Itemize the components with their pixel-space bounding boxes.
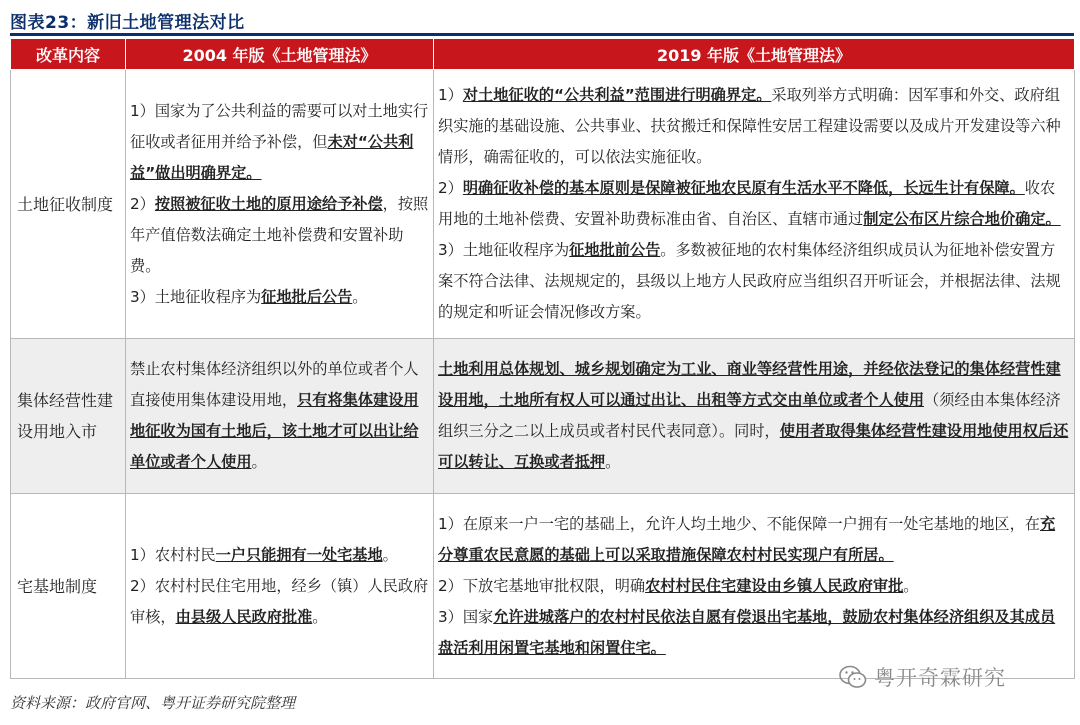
old-line-2: 2）按照被征收土地的原用途给予补偿，按照年产值倍数法确定土地补偿费和安置补助费。 xyxy=(130,194,429,275)
old-line-1: 1）国家为了公共利益的需要可以对土地实行征收或者征用并给予补偿，但未对“公共利益”做出明确界定。 xyxy=(130,101,429,182)
title-rule xyxy=(10,33,1074,36)
old-line-2: 2）农村村民住宅用地，经乡（镇）人民政府审核，由县级人民政府批准。 xyxy=(130,576,429,626)
old-line-3: 3）土地征收程序为征地批后公告。 xyxy=(130,287,368,306)
figure-title: 图表23：新旧土地管理法对比 xyxy=(10,13,245,33)
table-row xyxy=(11,70,1075,339)
table-row xyxy=(11,339,1075,494)
comparison-table xyxy=(10,38,1075,679)
row-label: 土地征收制度 xyxy=(11,70,126,339)
watermark xyxy=(838,662,1006,692)
new-law-cell xyxy=(434,494,1075,679)
header-2019: 2019 年版《土地管理法》 xyxy=(434,39,1075,70)
old-law-cell xyxy=(126,494,434,679)
new-line-2: 2）下放宅基地审批权限，明确农村村民住宅建设由乡镇人民政府审批。 xyxy=(438,576,919,595)
wechat-icon xyxy=(838,664,868,690)
new-line-2: 2）明确征收补偿的基本原则是保障被征地农民原有生活水平不降低，长远生计有保障。收农用地的土地补偿费、安置补助费标准由省、自治区、直辖市通过制定公布区片综合地价确定。 xyxy=(438,179,1061,228)
new-line-3: 3）国家允许进城落户的农村村民依法自愿有偿退出宅基地，鼓励农村集体经济组织及其成员盘活利用闲置宅基地和闲置住宅。 xyxy=(438,607,1056,657)
header-reform: 改革内容 xyxy=(11,39,126,70)
new-law-cell: 土地利用总体规划、城乡规划确定为工业、商业等经营性用途，并经依法登记的集体经营性建设用地，土地所有权人可以通过出让、出租等方式交由单位或者个人使用（须经由本集体经济组织三分之二以上成员或者村民代表同意）。同时，使用者取得集体经营性建设用地使用权后还可以转让、互换或者抵押。 xyxy=(434,339,1075,494)
old-law-cell: 禁止农村集体经济组织以外的单位或者个人直接使用集体建设用地，只有将集体建设用地征收为国有土地后，该土地才可以出让给单位或者个人使用。 xyxy=(126,339,434,494)
old-law-cell xyxy=(126,70,434,339)
new-line-1: 1）在原来一户一宅的基础上，允许人均土地少、不能保障一户拥有一处宅基地的地区，在充分尊重农民意愿的基础上可以采取措施保障农村村民实现户有所居。 xyxy=(438,514,1056,564)
new-line-3: 3）土地征收程序为征地批前公告。多数被征地的农村集体经济组织成员认为征地补偿安置方案不符合法律、法规规定的，县级以上地方人民政府应当组织召开听证会，并根据法律、法规的规定和听证会情况修改方案。 xyxy=(438,241,1061,321)
new-law-cell xyxy=(434,70,1075,339)
old-line-1: 1）农村村民一户只能拥有一处宅基地。 xyxy=(130,545,398,564)
header-row xyxy=(11,39,1075,70)
row-label: 集体经营性建设用地入市 xyxy=(11,339,126,494)
source-note: 资料来源：政府官网、粤开证券研究院整理 xyxy=(10,694,296,712)
row-label: 宅基地制度 xyxy=(11,494,126,679)
header-2004: 2004 年版《土地管理法》 xyxy=(126,39,434,70)
table-row xyxy=(11,494,1075,679)
watermark-text: 粤开奇霖研究 xyxy=(874,666,1006,690)
new-line-1: 1）对土地征收的“公共利益”范围进行明确界定。采取列举方式明确：因军事和外交、政府组织实施的基础设施、公共事业、扶贫搬迁和保障性安居工程建设需要以及成片开发建设等六种情形，确需征收的，可以依法实施征收。 xyxy=(438,86,1061,166)
